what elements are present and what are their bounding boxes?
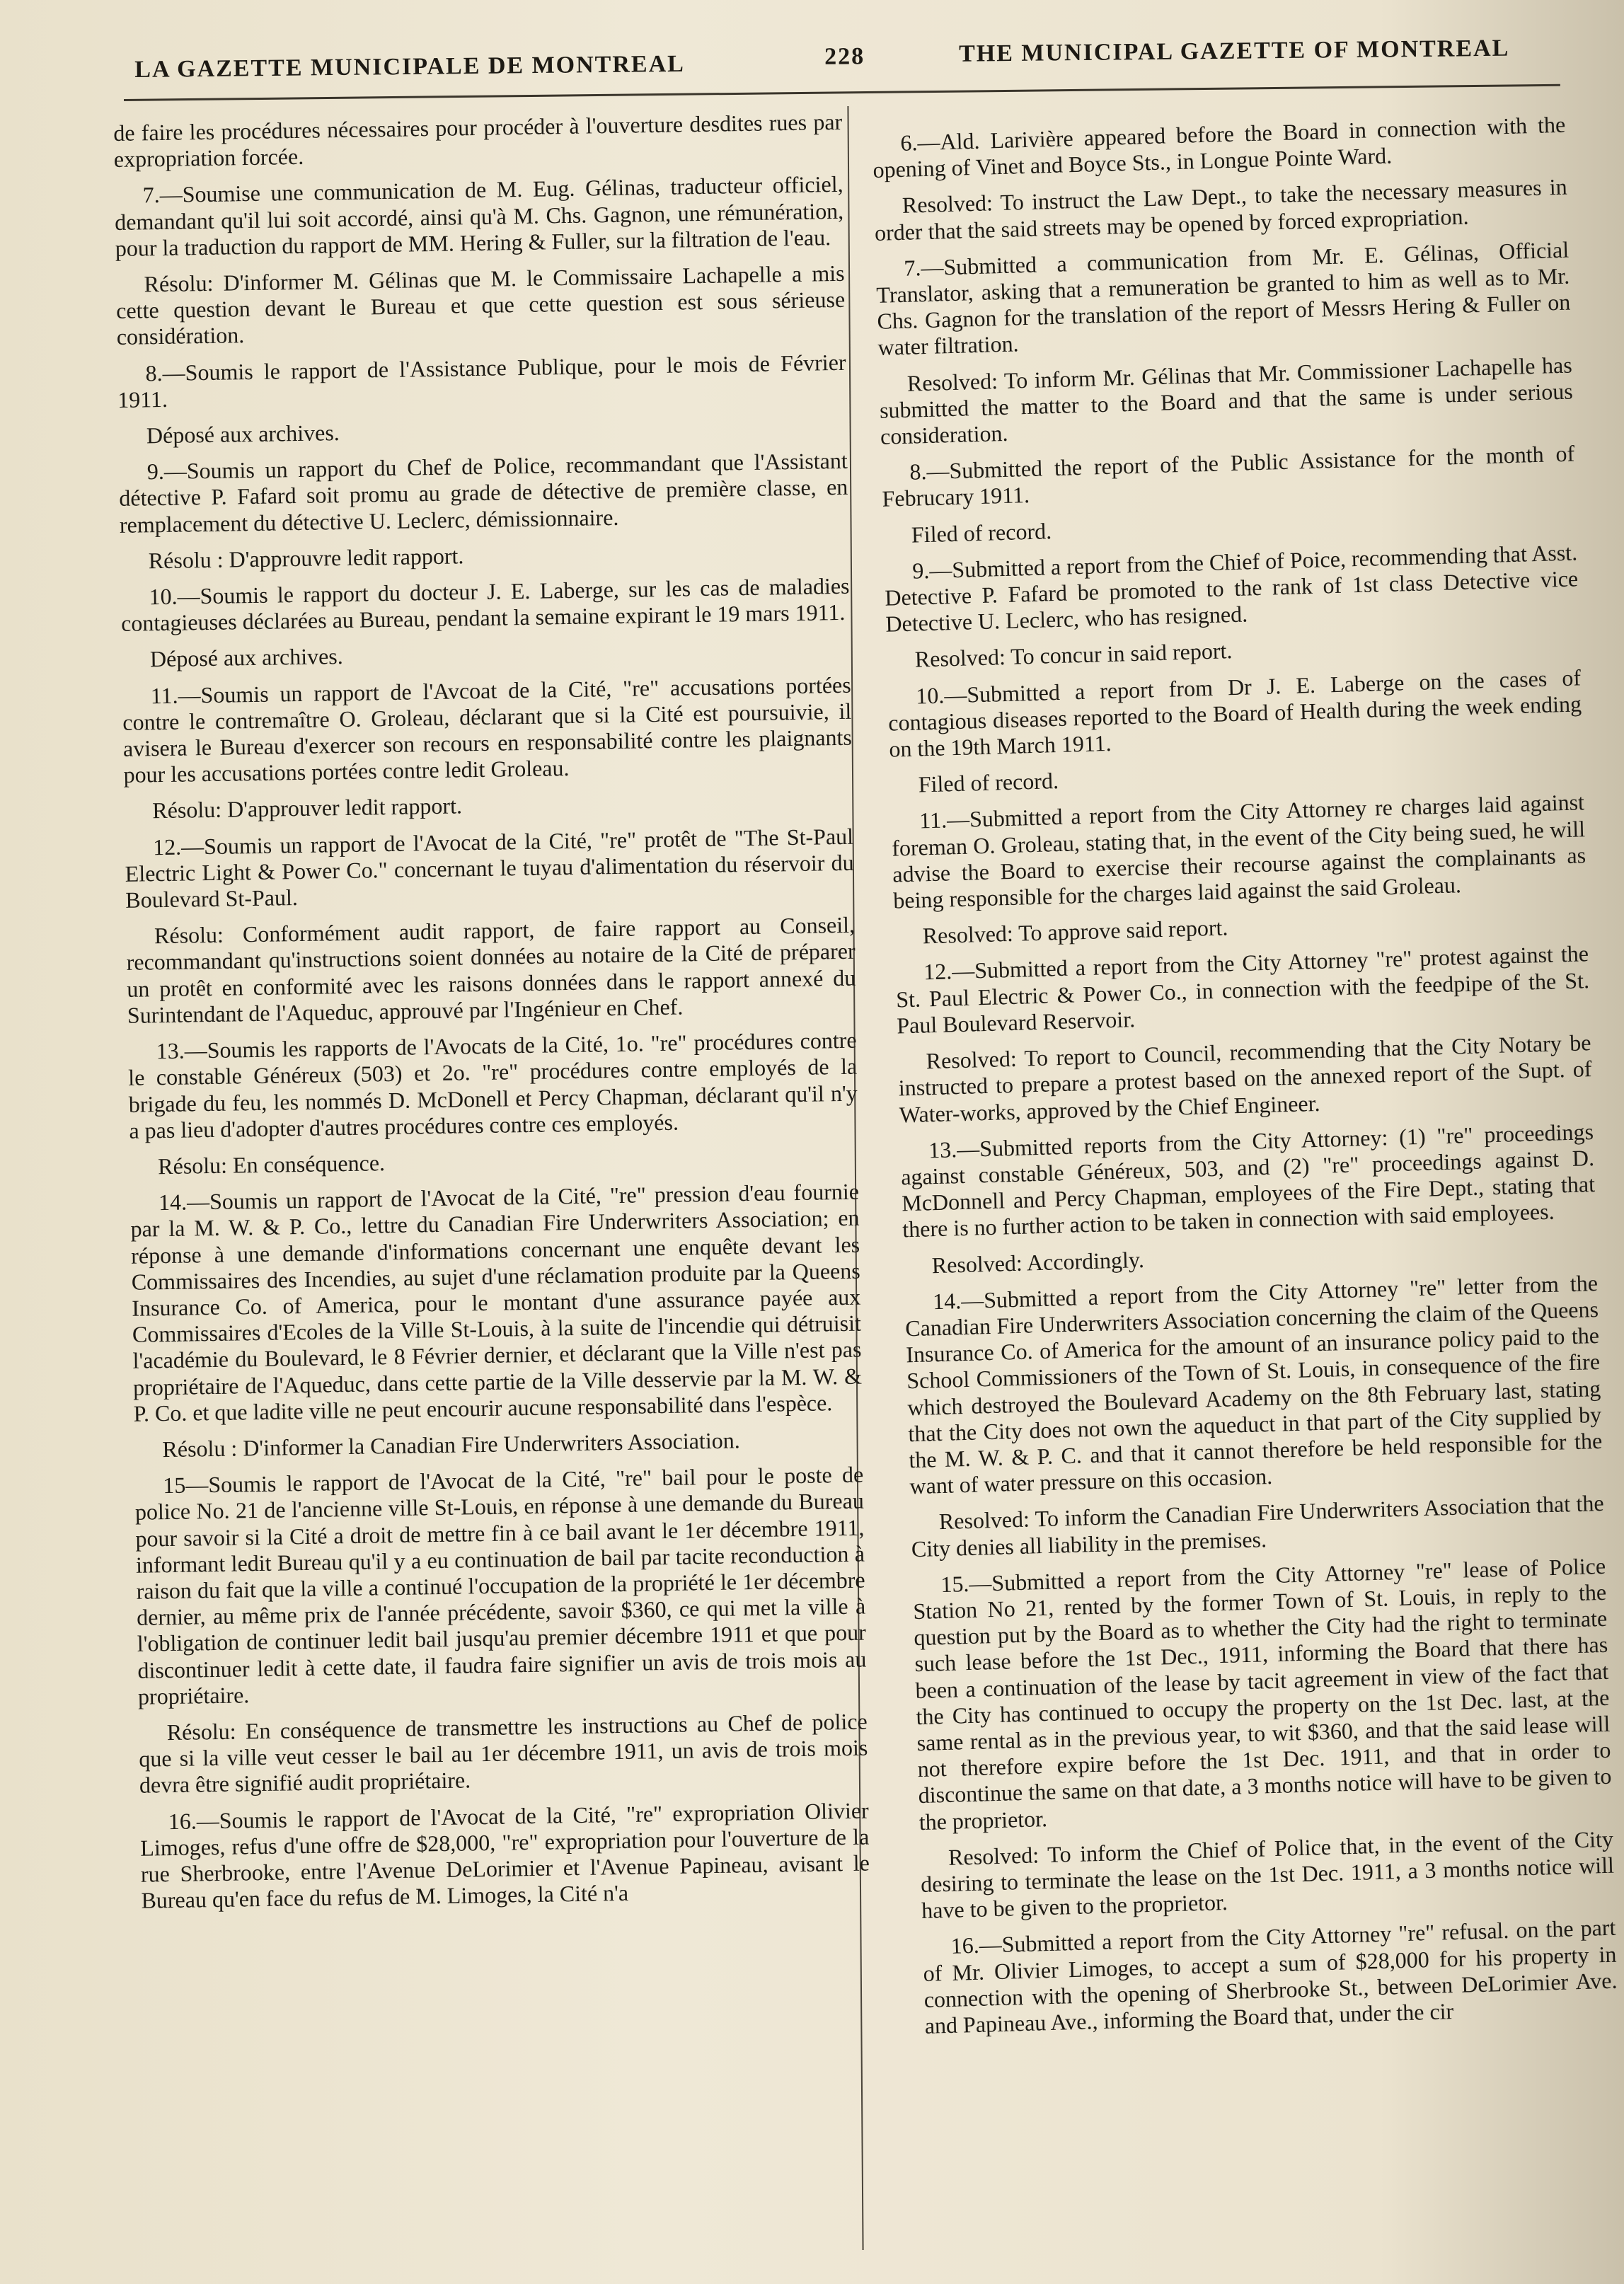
paragraph: 12.—Soumis un rapport de l'Avocat de la Cité, "re" protêt de "The St-Paul Electric Light & Power Co." concernant le tuyau d'alimentation du réservoir du Boulevard St-Paul. [125,823,854,913]
paragraph: Résolu: D'approuver ledit rapport. [152,792,463,824]
paragraph: 16.—Soumis le rapport de l'Avocat de la Cité, "re" expropriation Olivier Limoges, refus d'une offre de $28,000, "re" expropriation pour l'ouverture de la rue Sherbrooke, entre l'Avenue DeLorimier et l'Avenue Papineau, avisant le Bureau qu'en face du refus de M. Limoges, la Cité n'a [140,1797,870,1913]
paragraph: Resolved: To instruct the Law Dept., to take the necessary measures in order that the said streets may be opened by forced expropriation. [874,174,1568,246]
paragraph: Résolu : D'informer la Canadian Fire Underwriters Association. [162,1427,740,1463]
paragraph: 15—Soumis le rapport de l'Avocat de la Cité, "re" bail pour le poste de police No. 21 de l'ancienne ville St-Louis, en réponse à une demande du Bureau pour savoir si la Cité a droit de mettre fin à ce bail avant le 1er décembre 1911, informant ledit Bureau qu'il y a eu continuation de bail par tacite reconduction à raison du fait que la ville a continué l'occupation de la propriété le 1er décembre dernier, au même prix de l'année précédente, savoir $360, ce qui met la ville à l'obligation de continuer ledit bail jusqu'au premier décembre 1911 et que pour discontinuer ledit à cette date, il faudra faire signifier un avis de trois mois au propriétaire. [134,1461,867,1709]
paragraph: Resolved: To report to Council, recommending that the City Notary be instructed to prepare a protest based on the annexed report of the Supt. of Water-works, approved by the Chief Engineer. [898,1029,1592,1127]
french-column [113,109,870,1924]
paragraph: 16.—Submitted a report from the City Attorney "re" refusal. on the part of Mr. Olivier Limoges, to accept a sum of $28,000 for his property in connection with the opening of Sherbrooke St., between DeLorimier Ave. and Papineau Ave., informing the Board that, under the cir [923,1915,1618,2038]
paragraph: Déposé aux archives. [146,420,340,449]
paragraph: Résolu : D'approuvre ledit rapport. [148,543,464,574]
header-french-title: LA GAZETTE MUNICIPALE DE MONTREAL [134,50,686,83]
paragraph: Résolu: Conformément audit rapport, de faire rapport au Conseil, recommandant qu'instructions soient données au notaire de la Cité de préparer un protêt en conformité avec les raisons données dans le rapport annexé du Surintendant de l'Aqueduc, approuvé par l'Ingénieur en Chef. [126,911,856,1028]
paragraph: 11.—Submitted a report from the City Attorney re charges laid against foreman O. Groleau, stating that, in the event of the City being sued, he will advise the Board to exercise their recourse against the complainants as being responsible for the charges laid against the said Groleau. [891,789,1586,913]
paragraph: 6.—Ald. Larivière appeared before the Board in connection with the opening of Vinet and Boyce Sts., in Longue Pointe Ward. [873,111,1566,183]
paragraph: 10.—Soumis le rapport du docteur J. E. Laberge, sur les cas de maladies contagieuses déclarées au Bureau, pendant la semaine expirant le 19 mars 1911. [120,572,850,637]
paragraph: Resolved: To inform the Canadian Fire Underwriters Association that the City denies all liability in the premises. [911,1490,1605,1562]
paragraph: Resolved: To concur in said report. [914,638,1233,673]
paragraph: Filed of record. [911,517,1052,548]
header-english-title: THE MUNICIPAL GAZETTE OF MONTREAL [958,35,1510,67]
page-number: 228 [824,43,865,70]
paragraph: 11.—Soumis un rapport de l'Avcoat de la Cité, "re" accusations portées contre le contremaître O. Groleau, déclarant que si la Cité est poursuivie, il avisera le Bureau d'exercer son recours en responsabilité contre les plaignants pour les accusations portées contre ledit Groleau. [122,671,853,788]
paragraph: Résolu: En conséquence. [157,1150,386,1180]
paragraph: 10.—Submitted a report from Dr J. E. Laberge on the cases of contagious diseases reported to the Board of Health during the week ending on the 19th March 1911. [887,664,1582,762]
paragraph: 9.—Soumis un rapport du Chef de Police, recommandant que l'Assistant détective P. Fafard soit promu au grade de détective de première classe, en remplacement du détective U. Leclerc, démissionnaire. [119,447,848,538]
paragraph: 14.—Soumis un rapport de l'Avocat de la Cité, "re" pression d'eau fournie par la M. W. & P. Co., lettre du Canadian Fire Underwriters Association; en réponse à une demande d'informations concernant une enquête devant les Commissaires des Incendies, au sujet d'une réclamation produite par la Queens Insurance Co. of America, pour le montant d'une assurance payée aux Commissaires d'Ecoles de la Ville St-Louis, à la suite de l'incendie qui détruisit l'académie du Boulevard, le 8 Février dernier, et déclarant que la Ville n'est pas propriétaire de l'Aqueduc, dans cette partie de la Ville desservie par la M. W. & P. Co. et que ladite ville ne peut encourir aucune responsabilité dans l'espèce. [130,1178,863,1426]
paragraph: Résolu: D'informer M. Gélinas que M. le Commissaire Lachapelle a mis cette question devant le Bureau et que cette question est sous sérieuse considération. [115,260,846,350]
paragraph: Resolved: To approve said report. [922,914,1228,949]
page-header [134,35,1543,92]
paragraph: 15.—Submitted a report from the City Attorney "re" lease of Police Station No 21, rented by the former Town of St. Louis, in reply to the question put by the Board as to whether the City had the right to terminate such lease before the 1st Dec., 1911, informing the Board that there has been a continuation of the lease by tacit agreement in view of the fact that the City has continued to occupy the property on the 1st Dec. last, at the same rental as in the previous year, to wit $360, and that the said lease will not therefore expire before the 1st Dec. 1911, and that in order to discontinue the same on that date, a 3 months notice will have to be given to the proprietor. [912,1552,1612,1835]
paragraph: Résolu: En conséquence de transmettre les instructions au Chef de police que si la ville veut cesser le bail au 1er décembre 1911, un avis de trois mois devra être signifié audit propriétaire. [139,1708,868,1799]
paragraph: Resolved: Accordingly. [931,1246,1145,1278]
paragraph: Resolved: To inform the Chief of Police that, in the event of the City desiring to terminate the lease on the 1st Dec. 1911, a 3 months notice will have to be given to the proprietor. [920,1826,1615,1924]
paragraph: Resolved: To inform Mr. Gélinas that Mr. Commissioner Lachapelle has submitted the matter to the Board and that the same is under serious consideration. [879,352,1574,449]
paragraph: 7.—Submitted a communication from Mr. E. Gélinas, Official Translator, asking that a remuneration be granted to him as well as to Mr. Chs. Gagnon for the translation of the report of Messrs Hering & Fuller on water filtration. [875,236,1571,361]
paragraph: Filed of record. [918,768,1059,797]
english-column [872,112,1618,2050]
paragraph: de faire les procédures nécessaires pour procéder à l'ouverture desdites rues par expropriation forcée. [113,108,843,173]
paragraph: 14.—Submitted a report from the City Attorney "re" letter from the Canadian Fire Underwriters Association concerning the claim of the Queens Insurance Co. of America for the amount of an insurance policy paid to the School Commissioners of the Town of St. Louis, in consequence of the fire which destroyed the Boulevard Academy on the 8th February last, stating that the City does not own the aqueduct in that part of the City supplied by the M. W. & P. C. and that it cannot therefore be held responsible for the want of water pressure on this occasion. [904,1269,1603,1499]
paragraph: 7.—Soumise une communication de M. Eug. Gélinas, traducteur officiel, demandant qu'il lui soit accordé, ainsi qu'à M. Chs. Gagnon, une rémunération, pour la traduction du rapport de MM. Hering & Fuller, sur la filtration de l'eau. [114,171,844,261]
paragraph: 8.—Soumis le rapport de l'Assistance Publique, pour le mois de Février 1911. [117,349,846,413]
paragraph: 13.—Soumis les rapports de l'Avocats de la Cité, 1o. "re" procédures contre le constable Généreux (503) et 2o. "re" procédures contre employés de la brigade du feu, les nommés D. McDonell et Percy Chapman, déclarant qu'il n'y a pas lieu d'adopter d'autres procédures contre ces employés. [127,1027,858,1143]
paragraph: Déposé aux archives. [149,643,344,672]
paragraph: 13.—Submitted reports from the City Attorney: (1) "re" proceedings against constable Généreux, 503, and (2) "re" proceedings against D. McDonnell and Percy Chapman, employees of the Fire Dept., stating that there is no further action to be taken in connection with said employees. [900,1118,1596,1242]
paragraph: 9.—Submitted a report from the Chief of Poice, recommending that Asst. Detective P. Fafard be promoted to the rank of 1st class Detective vice Detective U. Leclerc, who has resigned. [884,539,1579,637]
paragraph: 8.—Submitted the report of the Public Assistance for the month of Februcary 1911. [882,440,1575,512]
paragraph: 12.—Submitted a report from the City Attorney "re" protest against the St. Paul Electric & Power Co., in connection with the feedpipe of the St. Paul Boulevard Reservoir. [895,940,1590,1039]
